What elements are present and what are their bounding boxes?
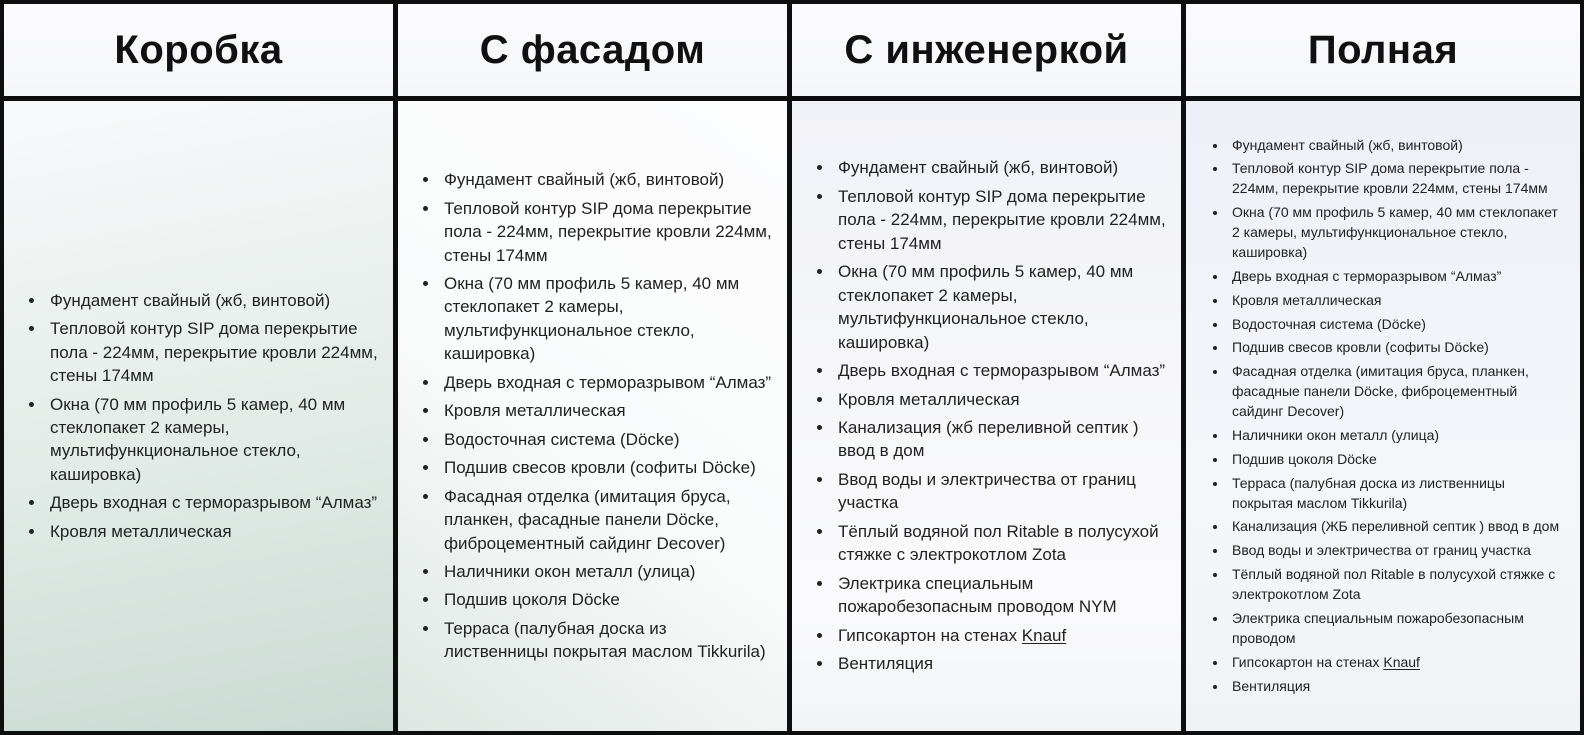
list-item: • Тепловой контур SIP дома перекрытие пола - 224мм, перекрытие кровли 224мм, стены 174мм — [1228, 159, 1566, 199]
column-header-korobka — [4, 4, 398, 101]
feature-list-s-fasadom — [416, 163, 773, 669]
column-title: С инженеркой — [844, 27, 1129, 72]
list-item: • Окна (70 мм профиль 5 камер, 40 мм стеклопакет 2 камеры, мультифункциональное стекло, кашировка) — [46, 393, 379, 487]
list-item: • Канализация (ЖБ переливной септик ) ввод в дом — [1228, 517, 1566, 537]
list-item: • Фундамент свайный (жб, винтовой) — [46, 289, 379, 312]
list-item: • Терраса (палубная доска из лиственницы покрытая маслом Tikkurila) — [440, 617, 773, 664]
list-item: • Кровля металлическая — [834, 388, 1167, 411]
list-item: • Фундамент свайный (жб, винтовой) — [834, 156, 1167, 179]
list-item: • Кровля металлическая — [440, 399, 773, 422]
list-item: • Терраса (палубная доска из лиственницы покрытая маслом Tikkurila) — [1228, 474, 1566, 514]
list-item: • Кровля металлическая — [1228, 291, 1566, 311]
list-item: • Фундамент свайный (жб, винтовой) — [1228, 136, 1566, 156]
list-item: • Подшив цоколя Döcke — [440, 588, 773, 611]
list-item: • Дверь входная с терморазрывом “Алмаз” — [440, 371, 773, 394]
column-body-s-inzhenerkoy — [792, 101, 1186, 731]
list-item: • Гипсокартон на стенах Knauf — [834, 624, 1167, 647]
list-item: • Ввод воды и электричества от границ участка — [834, 468, 1167, 515]
list-item: • Наличники окон металл (улица) — [440, 560, 773, 583]
list-item: • Тепловой контур SIP дома перекрытие пола - 224мм, перекрытие кровли 224мм, стены 174мм — [440, 197, 773, 267]
list-item: • Гипсокартон на стенах Knauf — [1228, 653, 1566, 673]
column-body-s-fasadom — [398, 101, 792, 731]
list-item: • Тёплый водяной пол Ritable в полусухой стяжке с электрокотлом Zota — [834, 520, 1167, 567]
list-item: • Кровля металлическая — [46, 520, 379, 543]
list-item: • Фасадная отделка (имитация бруса, планкен, фасадные панели Döcke, фиброцементный сайдинг Decover) — [440, 485, 773, 555]
list-item: • Подшив свесов кровли (софиты Döcke) — [1228, 338, 1566, 358]
column-title: С фасадом — [479, 27, 706, 72]
list-item: • Окна (70 мм профиль 5 камер, 40 мм стеклопакет 2 камеры, мультифункциональное стекло, кашировка) — [834, 260, 1167, 354]
list-item: • Дверь входная с терморазрывом “Алмаз” — [1228, 267, 1566, 287]
list-item: • Окна (70 мм профиль 5 камер, 40 мм стеклопакет 2 камеры, мультифункциональное стекло, кашировка) — [440, 272, 773, 366]
column-header-s-fasadom — [398, 4, 792, 101]
feature-list-korobka — [22, 284, 379, 549]
list-item: • Подшив цоколя Döcke — [1228, 450, 1566, 470]
column-title: Полная — [1307, 27, 1459, 72]
list-item: • Вентиляция — [1228, 677, 1566, 697]
list-item: • Ввод воды и электричества от границ участка — [1228, 541, 1566, 561]
list-item: • Тепловой контур SIP дома перекрытие пола - 224мм, перекрытие кровли 224мм, стены 174мм — [834, 185, 1167, 255]
column-title: Коробка — [114, 27, 283, 72]
list-item: • Фасадная отделка (имитация бруса, планкен, фасадные панели Döcke, фиброцементный сайдинг Decover) — [1228, 362, 1566, 422]
list-item: • Водосточная система (Döcke) — [1228, 315, 1566, 335]
column-body-polnaya — [1186, 101, 1580, 731]
list-item: • Подшив свесов кровли (софиты Döcke) — [440, 456, 773, 479]
column-header-polnaya — [1186, 4, 1580, 101]
list-item: • Наличники окон металл (улица) — [1228, 426, 1566, 446]
list-item: • Тёплый водяной пол Ritable в полусухой стяжке с электрокотлом Zota — [1228, 565, 1566, 605]
column-header-s-inzhenerkoy — [792, 4, 1186, 101]
column-body-korobka — [4, 101, 398, 731]
underlined-brand: Knauf — [1383, 653, 1420, 670]
list-item: • Дверь входная с терморазрывом “Алмаз” — [46, 491, 379, 514]
list-item: • Фундамент свайный (жб, винтовой) — [440, 168, 773, 191]
list-item: • Дверь входная с терморазрывом “Алмаз” — [834, 359, 1167, 382]
list-item: • Электрика специальным пожаробезопасным проводом — [1228, 609, 1566, 649]
list-item: • Электрика специальным пожаробезопасным проводом NYM — [834, 572, 1167, 619]
list-item: • Окна (70 мм профиль 5 камер, 40 мм стеклопакет 2 камеры, мультифункциональное стекло, кашировка) — [1228, 203, 1566, 263]
feature-list-polnaya — [1204, 132, 1566, 701]
list-item: • Вентиляция — [834, 652, 1167, 675]
list-item: • Канализация (жб переливной септик ) ввод в дом — [834, 416, 1167, 463]
list-item: • Тепловой контур SIP дома перекрытие пола - 224мм, перекрытие кровли 224мм, стены 174мм — [46, 317, 379, 387]
feature-list-s-inzhenerkoy — [810, 151, 1167, 680]
underlined-brand: Knauf — [1021, 625, 1067, 645]
list-item: • Водосточная система (Döcke) — [440, 428, 773, 451]
